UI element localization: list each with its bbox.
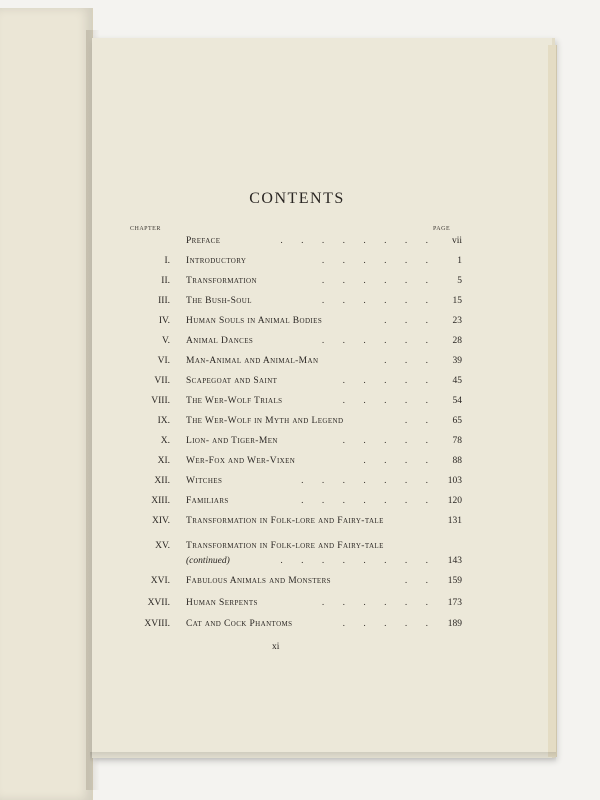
chapter-number: IV. <box>158 316 170 326</box>
chapter-title: Scapegoat and Saint <box>186 376 278 386</box>
folio-number: xi <box>272 642 280 652</box>
leader-dots: . . . . . . <box>321 598 436 608</box>
chapter-title: Familiars <box>186 496 229 506</box>
page-column-header: PAGE <box>433 226 451 232</box>
page-number: 39 <box>452 356 462 366</box>
page-title: CONTENTS <box>249 190 345 207</box>
chapter-title: Introductory <box>186 256 247 266</box>
leader-dots: . . . <box>384 316 436 326</box>
toc-entry <box>130 598 462 618</box>
toc-entry <box>130 516 462 536</box>
chapter-column-header: CHAPTER <box>130 226 161 232</box>
page-number: 143 <box>447 556 462 566</box>
chapter-title: Human Souls in Animal Bodies <box>186 316 323 326</box>
toc-entry <box>130 296 462 316</box>
bottom-shadow <box>90 752 556 762</box>
chapter-title: The Bush-Soul <box>186 296 252 306</box>
page-number: vii <box>451 236 462 246</box>
toc-entry <box>130 376 462 396</box>
left-page <box>0 8 93 800</box>
chapter-number: XV. <box>155 541 170 551</box>
page-number: 78 <box>452 436 462 446</box>
leader-dots: . . . . . . <box>321 336 436 346</box>
page-number: 23 <box>452 316 462 326</box>
chapter-title: Preface <box>186 236 221 246</box>
toc-entry <box>130 356 462 376</box>
toc-entry <box>130 541 462 566</box>
leader-dots: . . . . . . . . <box>280 236 436 246</box>
page-number: 189 <box>447 619 462 629</box>
chapter-number: II. <box>161 276 170 286</box>
chapter-title: Animal Dances <box>186 336 254 346</box>
chapter-number: IX. <box>157 416 170 426</box>
chapter-title: Transformation in Folk-lore and Fairy-tale <box>186 516 384 526</box>
leader-dots: . . . . . . <box>321 256 436 266</box>
leader-dots: . . . . . <box>342 436 436 446</box>
page-number: 15 <box>452 296 462 306</box>
chapter-number: XVIII. <box>144 619 170 629</box>
chapter-title: Witches <box>186 476 223 486</box>
chapter-number: XI. <box>157 456 170 466</box>
leader-dots: . . . . . <box>342 619 436 629</box>
chapter-number: XVII. <box>147 598 170 608</box>
chapter-title: The Wer-Wolf Trials <box>186 396 283 406</box>
page-number: 103 <box>447 476 462 486</box>
chapter-number: III. <box>158 296 170 306</box>
toc-entry <box>130 396 462 416</box>
toc-entry <box>130 456 462 476</box>
page-number: 131 <box>447 516 462 526</box>
leader-dots: . . . . . . . <box>301 496 436 506</box>
leader-dots: . . . . . . <box>321 296 436 306</box>
page-number: 159 <box>447 576 462 586</box>
chapter-number: VIII. <box>151 396 170 406</box>
toc-entry <box>130 416 462 436</box>
toc-entry <box>130 316 462 336</box>
toc-entry <box>130 619 462 639</box>
chapter-number: XIII. <box>151 496 170 506</box>
chapter-title: Transformation in Folk-lore and Fairy-tale <box>186 541 384 551</box>
page-number: 88 <box>452 456 462 466</box>
chapter-number: XIV. <box>151 516 170 526</box>
page-number: 173 <box>447 598 462 608</box>
leader-dots: . . . . . <box>342 396 436 406</box>
toc-entry <box>130 496 462 516</box>
chapter-title: Lion- and Tiger-Men <box>186 436 278 446</box>
toc-entry <box>130 236 462 256</box>
page-number: 120 <box>447 496 462 506</box>
chapter-number: XVI. <box>150 576 170 586</box>
leader-dots: . . . <box>384 356 436 366</box>
chapter-title: Wer-Fox and Wer-Vixen <box>186 456 296 466</box>
page-number: 1 <box>457 256 462 266</box>
toc-entry <box>130 336 462 356</box>
page-number: 28 <box>452 336 462 346</box>
toc-entry <box>130 436 462 456</box>
toc-entry <box>130 276 462 296</box>
page-number: 65 <box>452 416 462 426</box>
page-number: 54 <box>452 396 462 406</box>
chapter-number: V. <box>161 336 170 346</box>
toc-entry <box>130 476 462 496</box>
chapter-number: VII. <box>154 376 170 386</box>
leader-dots: . . . . . . . <box>301 476 436 486</box>
chapter-title: The Wer-Wolf in Myth and Legend <box>186 416 344 426</box>
chapter-number: XII. <box>154 476 170 486</box>
chapter-title: Fabulous Animals and Monsters <box>186 576 331 586</box>
leader-dots: . . . . . . <box>321 276 436 286</box>
chapter-title: Man-Animal and Animal-Man <box>186 356 319 366</box>
leader-dots: . . <box>404 576 436 586</box>
leader-dots: . . <box>404 416 436 426</box>
toc-entry <box>130 576 462 596</box>
leader-dots: . . . . . . . . <box>280 556 436 566</box>
chapter-number: X. <box>160 436 170 446</box>
chapter-number: I. <box>164 256 170 266</box>
chapter-continuation: (continued) <box>186 556 230 566</box>
page-edge <box>548 45 557 757</box>
chapter-number: VI. <box>157 356 170 366</box>
toc-entry <box>130 256 462 276</box>
chapter-title: Cat and Cock Phantoms <box>186 619 293 629</box>
chapter-title: Transformation <box>186 276 257 286</box>
leader-dots: . . . . . <box>342 376 436 386</box>
page-number: 45 <box>452 376 462 386</box>
leader-dots: . . . . <box>363 456 436 466</box>
page-number: 5 <box>457 276 462 286</box>
chapter-title: Human Serpents <box>186 598 258 608</box>
